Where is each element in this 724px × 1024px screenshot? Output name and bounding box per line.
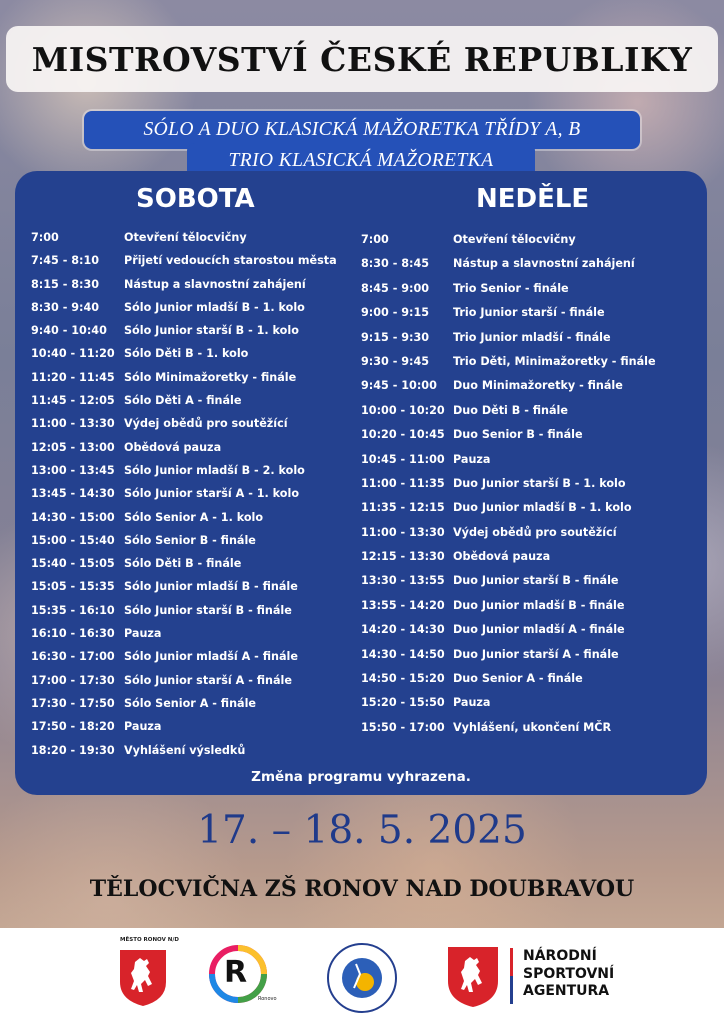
- schedule-event: Duo Junior mladší A - finále: [453, 623, 625, 637]
- schedule-time: 17:50 - 18:20: [31, 720, 115, 734]
- schedule-event: Duo Junior starší B - finále: [453, 574, 619, 588]
- sunday-schedule-row: [361, 550, 701, 574]
- schedule-time: 10:40 - 11:20: [31, 347, 115, 361]
- sunday-schedule-row: [361, 721, 701, 745]
- schedule-time: 13:55 - 14:20: [361, 598, 445, 612]
- schedule-time: 11:00 - 13:30: [361, 525, 445, 539]
- schedule-time: 16:10 - 16:30: [31, 627, 115, 641]
- schedule-event: Obědová pauza: [124, 440, 222, 454]
- schedule-event: Sólo Děti A - finále: [124, 394, 242, 408]
- event-venue: TĚLOCVIČNA ZŠ RONOV NAD DOUBRAVOU: [89, 876, 635, 902]
- saturday-schedule-row: [31, 511, 361, 534]
- sponsor-footer: [0, 928, 724, 1024]
- subtitle-line-2: TRIO KLASICKÁ MAŽORETKA: [228, 150, 494, 171]
- saturday-schedule-row: [31, 627, 361, 650]
- sunday-schedule-row: [361, 623, 701, 647]
- saturday-schedule-row: [31, 604, 361, 627]
- schedule-time: 7:00: [361, 233, 389, 246]
- saturday-schedule-row: [31, 417, 361, 440]
- sunday-schedule-row: [361, 379, 701, 403]
- schedule-time: 12:15 - 13:30: [361, 550, 445, 564]
- sunday-schedule-row: [361, 648, 701, 672]
- sunday-schedule-row: [361, 696, 701, 720]
- agency-name: [523, 948, 614, 1001]
- saturday-schedule-row: [31, 371, 361, 394]
- saturday-schedule-row: [31, 487, 361, 510]
- schedule-event: Sólo Junior starší B - finále: [124, 603, 292, 617]
- schedule-time: 10:45 - 11:00: [361, 452, 445, 466]
- schedule-time: 8:45 - 9:00: [361, 281, 430, 295]
- saturday-schedule-row: [31, 441, 361, 464]
- title-banner: [6, 26, 718, 92]
- schedule-event: Sólo Senior B - finále: [124, 533, 256, 547]
- sunday-schedule-row: [361, 331, 701, 355]
- saturday-schedule-row: [31, 347, 361, 370]
- schedule-event: Sólo Minimažoretky - finále: [124, 370, 297, 384]
- schedule-event: Nástup a slavnostní zahájení: [453, 257, 635, 271]
- schedule-time: 14:50 - 15:20: [361, 672, 445, 686]
- sunday-schedule-row: [361, 453, 701, 477]
- schedule-event: Duo Senior A - finále: [453, 672, 583, 686]
- schedule-time: 10:20 - 10:45: [361, 428, 445, 442]
- schedule-event: Pauza: [124, 720, 162, 734]
- schedule-time: 7:00: [31, 231, 59, 244]
- schedule-event: Sólo Senior A - finále: [124, 696, 257, 710]
- schedule-time: 15:00 - 15:40: [31, 533, 115, 547]
- saturday-schedule-row: [31, 697, 361, 720]
- sunday-schedule-row: [361, 355, 701, 379]
- schedule-time: 17:00 - 17:30: [31, 673, 115, 687]
- agency-name-line-2: SPORTOVNÍ: [523, 965, 615, 982]
- saturday-schedule-row: [31, 744, 361, 767]
- schedule-time: 10:00 - 10:20: [361, 403, 445, 417]
- sunday-schedule-row: [361, 477, 701, 501]
- schedule-event: Duo Minimažoretky - finále: [453, 379, 623, 393]
- agency-name-line-1: NÁRODNÍ: [523, 948, 597, 964]
- sunday-schedule-row: [361, 501, 701, 525]
- schedule-time: 17:30 - 17:50: [31, 696, 115, 710]
- schedule-time: 11:45 - 12:05: [31, 394, 115, 408]
- saturday-schedule-row: [31, 231, 361, 254]
- program-change-note: Změna programu vyhrazena.: [251, 769, 471, 785]
- saturday-schedule-row: [31, 301, 361, 324]
- schedule-event: Sólo Senior A - 1. kolo: [124, 510, 264, 524]
- schedule-time: 15:05 - 15:35: [31, 580, 115, 594]
- club-logo-letter: R: [224, 955, 248, 990]
- schedule-time: 13:45 - 14:30: [31, 487, 115, 501]
- saturday-schedule: [31, 231, 361, 767]
- schedule-event: Pauza: [453, 696, 491, 710]
- sunday-schedule-row: [361, 404, 701, 428]
- club-logo-caption: Ronovo: [258, 996, 277, 1002]
- schedule-event: Trio Junior mladší - finále: [453, 330, 611, 344]
- schedule-event: Sólo Junior starší B - 1. kolo: [124, 324, 299, 338]
- schedule-time: 15:40 - 15:05: [31, 557, 115, 571]
- schedule-event: Sólo Junior mladší A - finále: [124, 650, 298, 664]
- schedule-event: Otevření tělocvičny: [124, 231, 247, 244]
- schedule-time: 12:05 - 13:00: [31, 440, 115, 454]
- schedule-event: Duo Junior starší A - finále: [453, 647, 619, 661]
- schedule-event: Vyhlášení, ukončení MČR: [453, 720, 612, 734]
- saturday-schedule-row: [31, 650, 361, 673]
- saturday-schedule-row: [31, 534, 361, 557]
- sunday-schedule-row: [361, 526, 701, 550]
- schedule-time: 16:30 - 17:00: [31, 650, 115, 664]
- saturday-schedule-row: [31, 674, 361, 697]
- agency-name-line-3: AGENTURA: [523, 983, 610, 999]
- saturday-schedule-row: [31, 254, 361, 277]
- schedule-time: 13:00 - 13:45: [31, 463, 115, 477]
- schedule-event: Otevření tělocvičny: [453, 233, 576, 246]
- schedule-time: 8:30 - 8:45: [361, 257, 430, 271]
- saturday-heading: SOBOTA: [136, 184, 255, 214]
- saturday-schedule-row: [31, 720, 361, 743]
- sunday-schedule-row: [361, 282, 701, 306]
- sunday-schedule-row: [361, 428, 701, 452]
- event-date: 17. – 18. 5. 2025: [197, 808, 527, 853]
- schedule-event: Trio Senior - finále: [453, 281, 569, 295]
- schedule-event: Sólo Děti B - finále: [124, 557, 242, 571]
- schedule-event: Duo Junior mladší B - 1. kolo: [453, 501, 632, 515]
- sunday-heading: NEDĚLE: [476, 184, 590, 214]
- subtitle-line-1: SÓLO A DUO KLASICKÁ MAŽORETKA TŘÍDY A, B: [143, 119, 581, 140]
- schedule-event: Obědová pauza: [453, 550, 551, 564]
- sunday-schedule-row: [361, 306, 701, 330]
- schedule-time: 15:20 - 15:50: [361, 696, 445, 710]
- town-coat-of-arms-icon: [118, 948, 168, 1012]
- schedule-time: 7:45 - 8:10: [31, 254, 100, 268]
- schedule-time: 14:20 - 14:30: [361, 623, 445, 637]
- schedule-event: Sólo Děti B - 1. kolo: [124, 347, 249, 361]
- sunday-schedule-row: [361, 233, 701, 257]
- schedule-event: Výdej obědů pro soutěžící: [453, 525, 617, 539]
- schedule-event: Přijetí vedoucích starostou města: [124, 254, 337, 268]
- schedule-event: Sólo Junior mladší B - finále: [124, 580, 298, 594]
- schedule-event: Trio Junior starší - finále: [453, 306, 605, 320]
- schedule-time: 11:35 - 12:15: [361, 501, 445, 515]
- schedule-panel: [15, 171, 707, 795]
- schedule-event: Vyhlášení výsledků: [124, 743, 246, 757]
- schedule-event: Pauza: [453, 452, 491, 466]
- schedule-event: Sólo Junior mladší B - 2. kolo: [124, 463, 305, 477]
- sunday-schedule-row: [361, 599, 701, 623]
- schedule-time: 8:30 - 9:40: [31, 300, 100, 314]
- saturday-schedule-row: [31, 557, 361, 580]
- schedule-time: 18:20 - 19:30: [31, 743, 115, 757]
- town-label: MĚSTO RONOV N/D: [120, 937, 179, 943]
- saturday-schedule-row: [31, 324, 361, 347]
- page-title: MISTROVSTVÍ ČESKÉ REPUBLIKY: [31, 39, 693, 79]
- saturday-schedule-row: [31, 580, 361, 603]
- schedule-event: Pauza: [124, 627, 162, 641]
- czech-coat-of-arms-icon: [446, 945, 500, 1013]
- schedule-event: Nástup a slavnostní zahájení: [124, 277, 306, 291]
- schedule-time: 9:45 - 10:00: [361, 379, 437, 393]
- schedule-event: Sólo Junior starší A - finále: [124, 673, 292, 687]
- sunday-schedule-row: [361, 257, 701, 281]
- sunday-schedule-row: [361, 574, 701, 598]
- twirling-union-logo-icon: [326, 942, 398, 1018]
- schedule-event: Výdej obědů pro soutěžící: [124, 417, 288, 431]
- schedule-time: 15:35 - 16:10: [31, 603, 115, 617]
- schedule-event: Trio Děti, Minimažoretky - finále: [453, 354, 656, 368]
- schedule-event: Duo Děti B - finále: [453, 403, 568, 417]
- schedule-time: 9:40 - 10:40: [31, 324, 107, 338]
- agency-accent-bar: [510, 948, 513, 1004]
- schedule-event: Duo Senior B - finále: [453, 428, 583, 442]
- saturday-schedule-row: [31, 278, 361, 301]
- sunday-schedule: [361, 233, 701, 745]
- schedule-time: 8:15 - 8:30: [31, 277, 100, 291]
- schedule-event: Sólo Junior mladší B - 1. kolo: [124, 300, 305, 314]
- schedule-time: 9:00 - 9:15: [361, 306, 430, 320]
- saturday-schedule-row: [31, 394, 361, 417]
- schedule-time: 9:30 - 9:45: [361, 354, 430, 368]
- schedule-time: 9:15 - 9:30: [361, 330, 430, 344]
- saturday-schedule-row: [31, 464, 361, 487]
- sunday-schedule-row: [361, 672, 701, 696]
- schedule-time: 11:00 - 11:35: [361, 476, 445, 490]
- schedule-time: 13:30 - 13:55: [361, 574, 445, 588]
- schedule-time: 15:50 - 17:00: [361, 720, 445, 734]
- schedule-time: 11:20 - 11:45: [31, 370, 115, 384]
- schedule-event: Duo Junior starší B - 1. kolo: [453, 476, 626, 490]
- schedule-time: 14:30 - 14:50: [361, 647, 445, 661]
- schedule-time: 11:00 - 13:30: [31, 417, 115, 431]
- schedule-event: Sólo Junior starší A - 1. kolo: [124, 487, 300, 501]
- schedule-event: Duo Junior mladší B - finále: [453, 598, 625, 612]
- schedule-time: 14:30 - 15:00: [31, 510, 115, 524]
